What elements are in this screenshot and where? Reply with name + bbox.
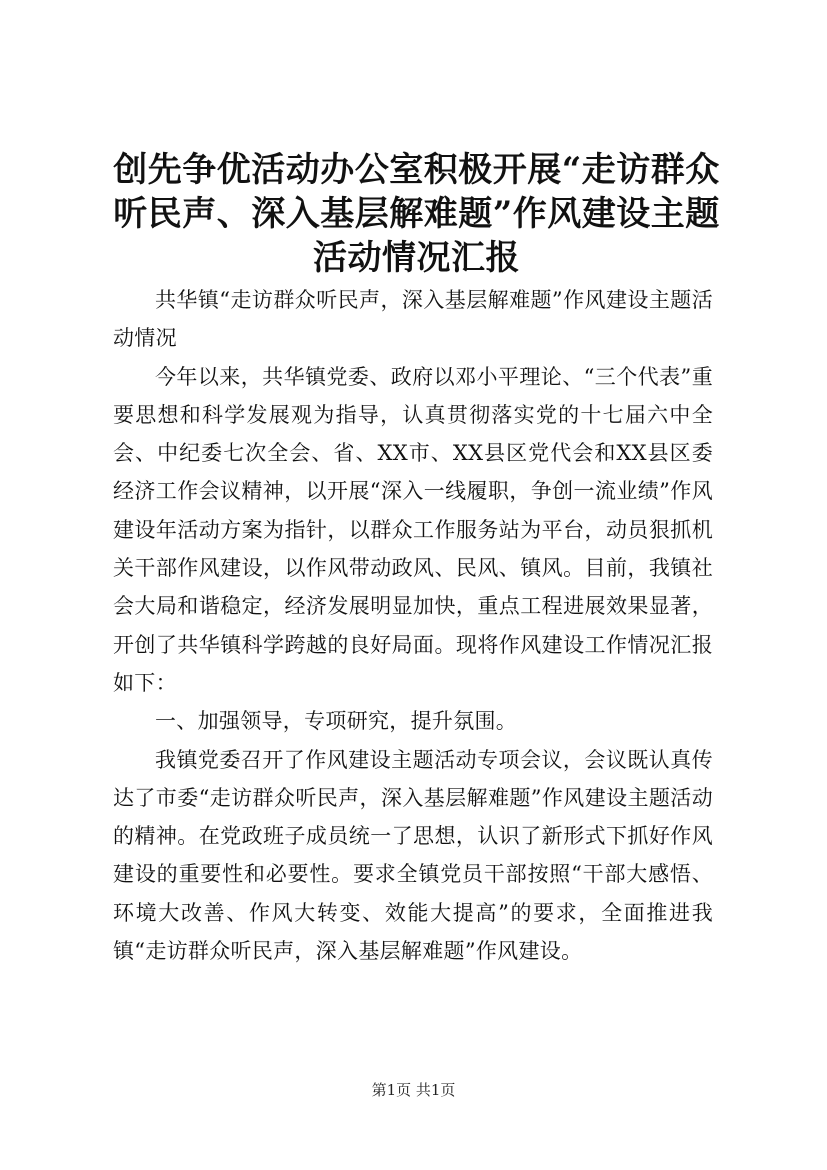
section-heading-1: 一、加强领导，专项研究，提升氛围。 — [155, 709, 518, 734]
paragraph-intro: 今年以来，共华镇党委、政府以邓小平理论、“三个代表”重要思想和科学发展观为指导，认真贯彻落实党的十七届六中全会、中纪委七次全会、省、XX市、XX县区党代会和XX县区委经济工作会议精神，以开展“深入一线履职，争创一流业绩”作风建设年活动方案为指针，以群众工作服务站为平台，动员狠抓机关干部作风建设，以作风带动政风、民风、镇风。目前，我镇社会大局和谐稳定，经济发展明显加快，重点工程进展效果显著，开创了共华镇科学跨越的良好局面。现将作风建设工作情况汇报如下： — [113, 364, 713, 695]
page-number-footer: 第1页 共1页 — [371, 1081, 456, 1099]
paragraph-section-1: 我镇党委召开了作风建设主题活动专项会议，会议既认真传达了市委“走访群众听民声，深入基层解难题”作风建设主题活动的精神。在党政班子成员统一了思想，认识了新形式下抓好作风建设的重要性和必要性。要求全镇党员干部按照“干部大感悟、环境大改善、作风大转变、效能大提高”的要求，全面推进我镇“走访群众听民声，深入基层解难题”作风建设。 — [113, 747, 713, 964]
paragraph-subtitle: 共华镇“走访群众听民声，深入基层解难题”作风建设主题活动情况 — [113, 288, 713, 351]
document-title: 创先争优活动办公室积极开展“走访群众听民声、深入基层解难题”作风建设主题活动情况汇报 — [113, 150, 720, 278]
document-body — [113, 281, 713, 970]
